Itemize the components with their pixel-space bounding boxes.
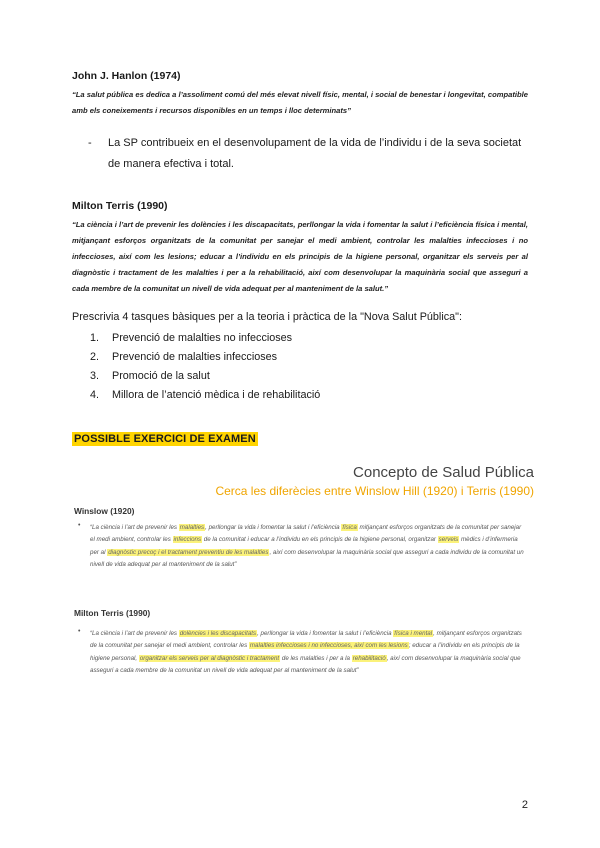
page-number: 2 xyxy=(521,799,528,811)
bullet-icon: • xyxy=(78,628,81,635)
slide-title: Concepto de Salud Pública xyxy=(353,464,534,481)
hanlon-heading: John J. Hanlon (1974) xyxy=(72,70,181,82)
exam-section xyxy=(72,429,528,447)
document-page xyxy=(72,70,528,447)
slide-winslow-heading: Winslow (1920) xyxy=(74,506,135,516)
list-item: 3. Promoció de la salut xyxy=(90,370,210,382)
list-item: 1. Prevenció de malalties no infeccioses xyxy=(90,332,293,344)
terris-heading: Milton Terris (1990) xyxy=(72,200,168,212)
tasks-intro: Prescrivia 4 tasques bàsiques per a la teoria i pràctica de la "Nova Salut Pública": xyxy=(72,311,462,323)
embedded-slide-image xyxy=(72,462,534,702)
list-item: 4. Millora de l’atenció mèdica i de rehabilitació xyxy=(90,389,321,401)
list-item: 2. Prevenció de malalties infeccioses xyxy=(90,351,278,363)
slide-terris-heading: Milton Terris (1990) xyxy=(74,608,151,618)
hanlon-quote: “La salut pública es dedica a l’assoliment comú del més elevat nivell físic, mental, i social de benestar i longevitat, compatible amb els coneixements i recursos disponibles en un temps i lloc determinats” xyxy=(72,90,528,115)
bullet-icon: • xyxy=(78,522,81,529)
bullet-dash: - xyxy=(88,137,92,149)
tasks-list xyxy=(72,329,528,405)
hanlon-bullet xyxy=(88,133,528,175)
slide-winslow-quote: “La ciència i l’art de prevenir les malalties, perllongar la vida i fomentar la salut i l’eficiència física mitjançant esforços organitzats de la comunitat per sanejar el medi ambient, controlar les infeccions de la comunitat i educar a l’individu en els principis de la higiene personal, organitzar serveis mèdics i d’infermeria per al diagnòstic precoç i el tractament preventiu de les malalties, així com desenvolupar la maquinària social que asseguri a cada individu de la comunitat un nivell de vida adequat per al manteniment de la salut” xyxy=(90,524,524,568)
terris-quote: “La ciència i l’art de prevenir les dolències i les discapacitats, perllongar la vida i fomentar la salut i l’eficiència física i mental, mitjançant esforços organitzats de la comunitat per sanejar el medi ambient, controlar les malalties infeccioses i no infeccioses, així com les lesions; educar a l’individu en els principis de la higiene personal, organitzar els serveis per al diagnòstic i tractament de les malalties i per a la rehabilitació, així com desenvolupar la maquinària social que asseguri a cada membre de la comunitat un nivell de vida adequat per al manteniment de la salut.” xyxy=(72,220,528,293)
exam-title: POSSIBLE EXERCICI DE EXAMEN xyxy=(74,433,256,445)
hanlon-bullet-text: La SP contribueix en el desenvolupament de la vida de l’individu i de la seva societat de manera efectiva i total. xyxy=(108,137,522,170)
slide-terris-quote: “La ciència i l’art de prevenir les dolències i les discapacitats, perllongar la vida i fomentar la salut i l’eficiència física i mental, mitjançant esforços organitzats de la comunitat per sanejar el medi ambient, controlar les malalties infeccioses i no infeccioses, així com les lesions; educar a l’individu en els principis de la higiene personal, organitzar els serveis per al diagnòstic i tractament de les malalties i per a la rehabilitació, així com desenvolupar la maquinària social que asseguri a cada membre de la comunitat un nivell de vida adequat per al manteniment de la salut” xyxy=(90,630,522,674)
slide-subtitle: Cerca les diferècies entre Winslow Hill (1920) i Terris (1990) xyxy=(215,484,534,498)
